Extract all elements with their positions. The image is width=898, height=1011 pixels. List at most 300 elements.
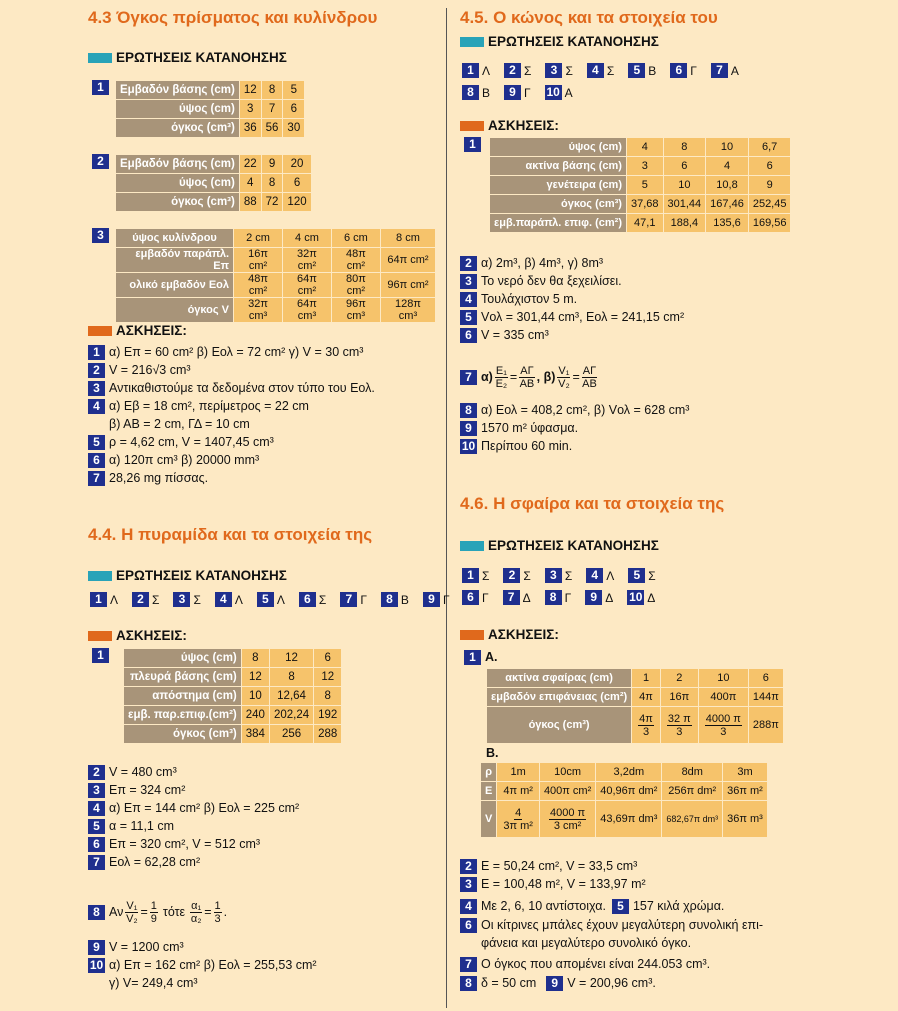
answers-4-6-a (460, 568, 659, 583)
subheading-questions: ΕΡΩΤΗΣΕΙΣ ΚΑΤΑΝΟΗΣΗΣ (88, 50, 287, 65)
answer-letter: Α (564, 85, 573, 100)
table-cell: 10,8 (706, 176, 749, 195)
row-header-cell: ύψος (cm) (116, 174, 240, 193)
table-cell: 10 (698, 669, 748, 688)
table-cell: 400π (698, 688, 748, 707)
table-cell: 32π cm² (282, 248, 331, 273)
exercise-number: 6 (88, 837, 105, 852)
part-b-label: Β. (486, 746, 499, 760)
table-cell: 36π m² (723, 782, 768, 801)
subheading-exercises: ΑΣΚΗΣΕΙΣ : (460, 627, 559, 642)
answer-letter: Σ (564, 568, 573, 583)
table-row (124, 706, 342, 725)
exercise-item (88, 763, 299, 781)
table-cell: 2 cm (234, 229, 283, 248)
table-cell: 384 (241, 725, 269, 744)
denominator: 3 (676, 725, 683, 738)
sphere-table-a (486, 668, 784, 744)
row-header-cell: ύψος (cm) (124, 649, 242, 668)
row-header-cell: ύψος (cm) (490, 138, 627, 157)
table-cell: 252,45 (748, 195, 791, 214)
exercise-item (460, 875, 646, 893)
exercise-list-4-5 (460, 254, 684, 344)
answer-letter: Σ (565, 63, 573, 78)
table-cell: 256 (269, 725, 313, 744)
exercise-item (88, 799, 299, 817)
table-row (481, 782, 768, 801)
exercise-8-row: 8 Αν $\frac{\text{V₁}}{\text{V₂}}$ = $\frac{1}{9}$ τότε $\frac{\text{α₁}}{\text{α₂}}$ = $\frac{1}{3}$ . (88, 897, 227, 927)
table-cell: 30 (283, 119, 305, 138)
question-number: 8 (381, 592, 398, 607)
answer-letter: Β (482, 85, 491, 100)
table-cell: 43,69π dm³ (596, 801, 662, 838)
exercise-item (460, 308, 684, 326)
table-cell: 8 (241, 649, 269, 668)
answers-4-5-b (460, 85, 576, 100)
exercise-text: α = 11,1 cm (109, 819, 175, 833)
table-row (116, 174, 312, 193)
table-cell: 12 (314, 668, 342, 687)
exercise-number: 2 (460, 859, 477, 874)
denominator: 3 (720, 725, 727, 738)
answer-letter: Λ (276, 592, 285, 607)
exercise-text: Περίπου 60 min. (481, 439, 573, 453)
exercise-text: ρ = 4,62 cm, V = 1407,45 cm³ (109, 435, 274, 449)
table-cell: 3m (723, 763, 768, 782)
exercise-text: α) Επ = 144 cm² β) Εολ = 225 cm² (109, 801, 300, 815)
table-cell: 64π cm³ (282, 298, 331, 323)
answer-letter: Δ (522, 590, 531, 605)
table-cell: 5 (283, 81, 305, 100)
question-number: 3 (545, 568, 562, 583)
row-header-cell: πλευρά βάσης (cm) (124, 668, 242, 687)
table-row (490, 195, 791, 214)
fraction-cell (698, 707, 748, 744)
exercise-list-4-4 (88, 763, 299, 871)
table-cell: 188,4 (663, 214, 706, 233)
fraction-cell (497, 801, 540, 838)
table-row (116, 119, 305, 138)
exercise-number: 2 (460, 256, 477, 271)
row-header-cell: απόστημα (cm) (124, 687, 242, 706)
part-a-label: 1 Α. (464, 648, 498, 666)
table-cell: 2 (660, 669, 698, 688)
answers-4-6-b (460, 590, 658, 605)
table-cell: 6 (314, 649, 342, 668)
table-cell: 64π cm² (282, 273, 331, 298)
answer-letter: Σ (318, 592, 327, 607)
row-header-cell: ακτίνα βάσης (cm) (490, 157, 627, 176)
exercise-number: 4 (88, 801, 105, 816)
numerator: 4000 π (550, 806, 586, 819)
table-cell: 400π cm² (539, 782, 595, 801)
table-row (116, 229, 436, 248)
exercise-number: 3 (88, 381, 105, 396)
answer-letter: Σ (482, 568, 490, 583)
table-cell: 22 (239, 155, 261, 174)
table-cell: 9 (748, 176, 791, 195)
exercise-text: α) Εβ = 18 cm², περίμετρος = 22 cm (109, 399, 309, 413)
table-cell: 36 (239, 119, 261, 138)
section-title-4-5: 4.5. Ο κώνος και τα στοιχεία του (460, 8, 718, 27)
table-cell: 192 (314, 706, 342, 725)
table-cell: 8 (314, 687, 342, 706)
exercise-text: Τουλάχιστον 5 m. (481, 292, 578, 306)
table-cell: 64π cm² (380, 248, 435, 273)
table-row (487, 669, 784, 688)
exercise-number: 3 (460, 274, 477, 289)
table-cell: 1 (632, 669, 661, 688)
question-number: 10 (629, 590, 643, 604)
exercise-item (88, 835, 299, 853)
row-header-cell: ύψος κυλίνδρου (116, 229, 234, 248)
table-cell: 682,67π dm³ (662, 801, 723, 838)
exercise-number: 3 (460, 877, 477, 892)
table (115, 228, 436, 323)
row-header-cell: εμβαδόν επιφάνειας (cm²) (487, 688, 632, 707)
exercise-item (460, 290, 684, 308)
table-cell: 288π (748, 707, 783, 744)
table (115, 80, 305, 138)
fraction-cell (660, 707, 698, 744)
question-number: 7 (503, 590, 520, 605)
exercise-item (88, 451, 375, 469)
table-cell: 4 (626, 138, 663, 157)
exercise-4-5-row: 4 Με 2, 6, 10 αντίστοιχα. 5 157 κιλά χρώμα. (460, 897, 724, 915)
exercise-text: α) Εολ = 408,2 cm², β) Vολ = 628 cm³ (481, 403, 690, 417)
exercise-text: α) Επ = 162 cm² β) Εολ = 255,53 cm² (109, 958, 317, 972)
table-cell: 6 (748, 669, 783, 688)
section-title-4-6: 4.6. Η σφαίρα και τα στοιχεία της (460, 494, 725, 513)
answer-letter: Γ (360, 592, 367, 607)
exercise-item (88, 781, 299, 799)
denominator: 3π m² (503, 819, 533, 832)
exercise-item (460, 401, 689, 419)
table-cell: 4 cm (282, 229, 331, 248)
question-number: 2 (504, 63, 521, 78)
question-number: 4 (215, 592, 232, 607)
answer-letter: Γ (442, 592, 450, 607)
row-header-cell: όγκος (cm³) (487, 707, 632, 744)
exercise-text: Εολ = 62,28 cm² (109, 855, 201, 869)
table-cell: 72 (261, 193, 283, 212)
table-cell: 40,96π dm² (596, 782, 662, 801)
table-cell: 5 (626, 176, 663, 195)
row-header-cell: ρ (481, 763, 497, 782)
table (489, 137, 791, 233)
exercise-text: β) ΑΒ = 2 cm, ΓΔ = 10 cm (109, 417, 250, 431)
column-divider (446, 8, 447, 1008)
exercise-text: Το νερό δεν θα ξεχειλίσει. (481, 274, 622, 288)
table-cell: 10 (241, 687, 269, 706)
exercise-number: 5 (460, 310, 477, 325)
table-row (490, 138, 791, 157)
exercise-list-4-4b (88, 938, 317, 992)
answers-4-5-a (460, 63, 742, 78)
question-number: 4 (586, 568, 603, 583)
section-title-4-4: 4.4. Η πυραμίδα και τα στοιχεία της (88, 525, 373, 544)
table-row (116, 155, 312, 174)
table-cell: 6 (283, 100, 305, 119)
exercise-number: 1 (88, 345, 105, 360)
table-cell: 8 (663, 138, 706, 157)
exercise-text: V = 1200 cm³ (109, 940, 184, 954)
exercise-number: 10 (89, 957, 104, 972)
table-cell: 12 (269, 649, 313, 668)
table-cell: 288 (314, 725, 342, 744)
table-cell: 167,46 (706, 195, 749, 214)
numerator: 4000 π (705, 712, 741, 725)
cyan-square-icon (88, 53, 112, 63)
question-number: 9 (423, 592, 440, 607)
exercise-item (88, 397, 375, 415)
answer-letter: Δ (647, 590, 656, 605)
table-row (124, 687, 342, 706)
exercise-item (88, 956, 317, 974)
exercise-6-block: 6 Οι κίτρινες μπάλες έχουν μεγαλύτερη συνολική επι- φάνεια και μεγαλύτερο συνολικό όγκο. (460, 916, 763, 952)
table-cell: 12,64 (269, 687, 313, 706)
answer-letter: Σ (523, 568, 531, 583)
answer-letter: Δ (605, 590, 614, 605)
table-4-3-2: 2 Εμβαδόν βάσης (cm) 22 9 20 ύψος (cm) 4 8 6 όγκος (cm³) 88 72 120 (92, 154, 312, 212)
answer-letter: Λ (234, 592, 243, 607)
answer-letter: Β (400, 592, 409, 607)
subheading-exercises: ΑΣΚΗΣΕΙΣ : (88, 628, 187, 643)
answers-4-4 (88, 592, 453, 607)
table-cell: 96π cm³ (331, 298, 380, 323)
table-cell: 128π cm³ (380, 298, 435, 323)
exercise-item (460, 326, 684, 344)
row-header-cell: όγκος (cm³) (124, 725, 242, 744)
question-number: 1 (90, 592, 107, 607)
exercise-text: V = 335 cm³ (481, 328, 549, 342)
question-number: 9 (585, 590, 602, 605)
denominator: 3 (642, 725, 650, 738)
table-cell: 3 (239, 100, 261, 119)
table-row (124, 725, 342, 744)
table-cell: 12 (239, 81, 261, 100)
exercise-number: 5 (88, 819, 105, 834)
exercise-text: Ε = 50,24 cm², V = 33,5 cm³ (481, 859, 638, 873)
orange-square-icon (88, 326, 112, 336)
table-cell: 3 (626, 157, 663, 176)
exercise-number: 9 (88, 940, 105, 955)
exercise-number: 9 (460, 421, 477, 436)
exercise-number: 10 (461, 438, 476, 453)
table-4-3-3: 3 ύψος κυλίνδρου 2 cm 4 cm 6 cm 8 cm εμβαδόν παράπλ. Επ 16π cm² 32π cm² 48π cm² 64π cm² ολικό εμβαδόν Εολ 48π cm² 64π cm² 80π cm² 96π cm² όγκος V 32π cm³ 64π cm³ 96π cm³ 128π cm³ (92, 228, 436, 323)
answer-letter: Γ (564, 590, 572, 605)
table-cell: 240 (241, 706, 269, 725)
question-number: 1 (462, 63, 479, 78)
exercise-7-row: 7 α) $\frac{\text{Ε₁}}{\text{Ε₂}}$ = $\frac{A\Gamma}{AB}$ , β) $\frac{\text{V₁}}{\text{V₂}}$ = $\frac{A\Gamma}{AB}$ (460, 362, 599, 392)
table-cell: 20 (283, 155, 311, 174)
exercise-text: Επ = 324 cm² (109, 783, 186, 797)
exercise-number: 8 (460, 403, 477, 418)
row-header-cell: εμβ.παράπλ. επιφ. (cm²) (490, 214, 627, 233)
numerator: 32 π (667, 712, 691, 725)
table-cell: 8dm (662, 763, 723, 782)
table-cell: 1m (497, 763, 540, 782)
table-cell: 6 (663, 157, 706, 176)
table-cell: 169,56 (748, 214, 791, 233)
exercise-text: 28,26 mg πίσσας. (109, 471, 209, 485)
question-number: 5 (628, 63, 645, 78)
answer-letter: Γ (482, 590, 489, 605)
denominator: 3 cm² (553, 819, 582, 832)
orange-square-icon (88, 631, 112, 641)
question-number: 2 (132, 592, 149, 607)
numerator: 4π (639, 712, 653, 725)
question-number: 6 (462, 590, 479, 605)
exercise-number: 2 (88, 765, 105, 780)
sphere-table-b (480, 762, 768, 838)
table-cell: 88 (239, 193, 261, 212)
row-header-cell: όγκος V (116, 298, 234, 323)
exercise-text: Αντικαθιστούμε τα δεδομένα στον τύπο του Εολ. (109, 381, 375, 395)
exercise-item (88, 343, 375, 361)
exercise-item (88, 974, 317, 992)
table-row (487, 707, 784, 744)
question-number: 3 (173, 592, 190, 607)
row-header-cell: Εμβαδόν βάσης (cm) (116, 155, 240, 174)
exercise-text: Επ = 320 cm², V = 512 cm³ (109, 837, 261, 851)
table-cell: 10cm (539, 763, 595, 782)
table-cell: 135,6 (706, 214, 749, 233)
table-cell: 16π (660, 688, 698, 707)
answer-letter: Λ (110, 592, 119, 607)
subheading-exercises: ΑΣΚΗΣΕΙΣ : (88, 323, 187, 338)
question-number: 9 (504, 85, 521, 100)
table-cell: 8 (261, 81, 283, 100)
orange-square-icon (460, 121, 484, 131)
exercise-number: 6 (460, 328, 477, 343)
row-header-cell: γενέτειρα (cm) (490, 176, 627, 195)
exercise-item (88, 415, 375, 433)
table-cell: 6 cm (331, 229, 380, 248)
table-cell: 4 (239, 174, 261, 193)
exercise-item (88, 938, 317, 956)
table-row (116, 248, 436, 273)
table-cell: 96π cm² (380, 273, 435, 298)
table-cell: 8 cm (380, 229, 435, 248)
subheading-questions: ΕΡΩΤΗΣΕΙΣ ΚΑΤΑΝΟΗΣΗΣ (460, 34, 659, 49)
table-row (124, 649, 342, 668)
exercise-number: 2 (88, 363, 105, 378)
table-cell: 9 (261, 155, 283, 174)
table-cell: 47,1 (626, 214, 663, 233)
table-row (481, 763, 768, 782)
exercise-number: 7 (88, 471, 105, 486)
exercise-text: α) 120π cm³ β) 20000 mm³ (109, 453, 260, 467)
table-row (116, 298, 436, 323)
table-row (490, 157, 791, 176)
table-row (490, 176, 791, 195)
question-number: 2 (503, 568, 520, 583)
table-cell: 10 (706, 138, 749, 157)
exercise-text: V = 216√3 cm³ (109, 363, 191, 377)
table-4-4-1: 1 ύψος (cm) 8 12 6 πλευρά βάσης (cm) 12 8 12 απόστημα (cm) 10 12,64 8 εμβ. παρ.επιφ.(cm²) 240 202,24 192 όγκος (cm³) 384 256 288 (92, 648, 342, 744)
table-cell: 4 (706, 157, 749, 176)
table-cell: 8 (261, 174, 283, 193)
question-number: 6 (670, 63, 687, 78)
subheading-questions: ΕΡΩΤΗΣΕΙΣ ΚΑΤΑΝΟΗΣΗΣ (88, 568, 287, 583)
row-header-cell: V (481, 801, 497, 838)
question-number: 7 (340, 592, 357, 607)
exercise-number: 4 (460, 292, 477, 307)
question-number: 10 (546, 85, 560, 99)
row-header-cell: όγκος (cm³) (116, 119, 240, 138)
table-row (116, 100, 305, 119)
exercise-7-row-4-6: 7 Ο όγκος που απομένει είναι 244.053 cm³. (460, 955, 710, 973)
table-row (487, 688, 784, 707)
exercise-item (88, 433, 375, 451)
exercise-text: Vολ = 301,44 cm³, Εολ = 241,15 cm² (481, 310, 685, 324)
answer-letter: Α (730, 63, 739, 78)
answer-letter: Σ (524, 63, 532, 78)
table-cell: 3,2dm (596, 763, 662, 782)
answer-letter: Γ (690, 63, 697, 78)
answer-letter: Σ (606, 63, 615, 78)
question-number: 5 (257, 592, 274, 607)
question-number: 8 (545, 590, 562, 605)
exercise-number: 3 (88, 783, 105, 798)
exercise-item (460, 272, 684, 290)
cyan-square-icon (88, 571, 112, 581)
table-cell: 6 (748, 157, 791, 176)
exercise-item (88, 817, 299, 835)
cyan-square-icon (460, 541, 484, 551)
exercise-text: 1570 m² ύφασμα. (481, 421, 579, 435)
table-cell: 4π (632, 688, 661, 707)
numerator: 4 (515, 806, 522, 819)
table-cell: 256π dm² (662, 782, 723, 801)
question-number: 8 (462, 85, 479, 100)
question-number: 5 (628, 568, 645, 583)
table-cell: 6,7 (748, 138, 791, 157)
exercise-number: 7 (88, 855, 105, 870)
table-cell: 8 (269, 668, 313, 687)
cyan-square-icon (460, 37, 484, 47)
table-row (116, 273, 436, 298)
row-header-cell: εμβ. παρ.επιφ.(cm²) (124, 706, 242, 725)
question-number: 6 (299, 592, 316, 607)
table-cell: 10 (663, 176, 706, 195)
exercise-item (460, 437, 689, 455)
exercise-list-4-6 (460, 857, 646, 893)
answer-letter: Σ (193, 592, 201, 607)
exercise-item (88, 379, 375, 397)
table-cell: 56 (261, 119, 283, 138)
exercise-item (460, 419, 689, 437)
table (123, 648, 342, 744)
row-header-cell: ακτίνα σφαίρας (cm) (487, 669, 632, 688)
row-header-cell: όγκος (cm³) (116, 193, 240, 212)
table-cell: 301,44 (663, 195, 706, 214)
exercise-list-4-3 (88, 343, 375, 487)
answer-letter: Λ (482, 63, 491, 78)
exercise-number: 5 (88, 435, 105, 450)
table-cell: 144π (748, 688, 783, 707)
question-number: 3 (545, 63, 562, 78)
exercise-text: α) 2m³, β) 4m³, γ) 8m³ (481, 256, 604, 270)
table-cell: 80π cm² (331, 273, 380, 298)
exercise-item (88, 853, 299, 871)
question-number: 7 (711, 63, 728, 78)
table-row (116, 81, 305, 100)
table-cell: 36π m³ (723, 801, 768, 838)
table-cell: 16π cm² (234, 248, 283, 273)
table-cell: 120 (283, 193, 311, 212)
